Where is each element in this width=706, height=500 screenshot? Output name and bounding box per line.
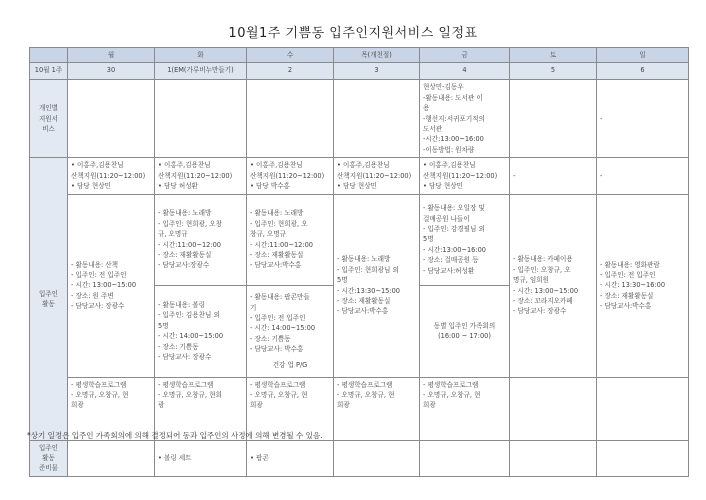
date-row [30,63,689,80]
date-tue: 1(EM(가루비누만들기) [155,63,247,80]
individual-sun: - [597,80,689,158]
support-wed: • 이홍주,김용찬님 산책지원(11:20~12:00) • 담당 박수홍 [247,158,334,194]
activity-sun: - 활동내용: 영화관람 - 입주인: 전 입주인 - 시간: 13:30~16:00 - 장소: 재활활동실 - 담당교사:박수홍 [597,194,689,377]
activity-fri-1: - 활동내용: 오일장 및 걸매공원 나들이 - 입주인: 강경필님 외 5명 - 시간:13:00~16:00 - 장소: 걸매공원 등 - 담당교사:허성환 [420,194,510,285]
page-title: 10월1주 기쁨동 입주인지원서비스 일정표 [228,26,478,41]
date-sun: 6 [597,63,689,80]
activity-mon: - 활동내용: 산책 - 입주인: 전 입주인 - 시간: 13:00~15:00 - 장소: 원 주변 - 담당교사: 장광수 [68,194,155,377]
support-mon: • 이홍주,김용찬님 산책지원(11:20~12:00) • 담당 현상민 [68,158,155,194]
day-mon: 월 [68,48,155,63]
activity-wed-1: - 활동내용: 노래방 - 입주인: 현희광, 오 창규, 오명규 - 시간:11:00~12:00 - 장소: 재활활동실 - 담당교사:박수홍 [247,194,334,285]
support-tue: • 이홍주,김용찬님 산책지원(11:20~12:00) • 담당 허성환 [155,158,247,194]
individual-wed [247,80,334,158]
row-label-individual: 개인별 지원서 비스 [30,80,68,158]
day-tue: 화 [155,48,247,63]
activity-fri-2: 동별 입주인 가족회의 (16:00 ~ 17:00) [420,285,510,377]
date-fri: 4 [420,63,510,80]
row-label-prep: 입주인 활동 준비물 [30,440,68,476]
activity-row-morning [30,194,689,285]
individual-sat [510,80,597,158]
individual-mon [68,80,155,158]
support-sat: - [510,158,597,194]
day-sat: 토 [510,48,597,63]
day-thu: 목(개천절) [334,48,420,63]
prep-tue: • 볼링 세트 [155,440,247,476]
lifelong-mon: - 평생학습프로그램 - 오명규, 오창규, 현 희광 [68,377,155,440]
date-sat: 5 [510,63,597,80]
activity-sat: - 활동내용: 카페이용 - 입주인: 오창규, 오 명규, 임희원 - 시간: 13:00~15:00 - 장소: 꼬라지오카페 - 담당교사: 장광수 [510,194,597,377]
lifelong-fri: - 평생학습프로그램 - 오명규, 오창규, 현 희광 [420,377,510,440]
day-wed: 수 [247,48,334,63]
prep-sun [597,440,689,476]
prep-sat [510,440,597,476]
individual-tue [155,80,247,158]
prep-thu [334,440,420,476]
prep-row [30,440,689,476]
individual-service-row [30,80,689,158]
activity-thu: - 활동내용: 노래방 - 입주인: 현희광님 외 5명 - 시간:13:30~15:00 - 장소: 재활활동실 - 담당교사:박수홍 [334,194,420,377]
activity-tue-1: - 활동내용: 노래방 - 입주인: 현희광, 오창 규, 오명규 - 시간:11:00~12:00 - 장소: 재활활동실 - 담당교사:장광수 [155,194,247,285]
walk-support-row [30,158,689,194]
day-fri: 금 [420,48,510,63]
footnote: *상기 일정은 입주인 가족회의에 의해 결정되어 동과 입주인의 사정에 의해 변경될 수 있음. [27,431,323,440]
lifelong-sun [597,377,689,440]
health-program-note: 건강 업 P/G [272,360,308,369]
activity-tue-2: - 활동내용: 볼링 - 입주인: 김용찬님 외 5명 - 시간: 14:00~15:00 - 장소: 기쁨동 - 담당교사: 장광수 [155,285,247,377]
date-wed: 2 [247,63,334,80]
corner-cell [30,48,68,63]
week-label: 10월 1주 [30,63,68,80]
support-sun: - [597,158,689,194]
day-header-row [30,48,689,63]
individual-fri: 현상민-김동우 -활동내용: 도서관 이 용 -행선지:서귀포기적의 도서관 -시간:13:00~16:00 -이동방법: 원차량 [420,80,510,158]
lifelong-tue: - 평생학습프로그램 - 오명규, 오창규, 현희 광 [155,377,247,440]
lifelong-wed: - 평생학습프로그램 - 오명규, 오창규, 현 희광 [247,377,334,440]
prep-mon [68,440,155,476]
support-fri: • 이홍주,김용찬님 산책지원(11:20~12:00) • 담당 현상민 [420,158,510,194]
schedule-table [29,47,689,477]
support-thu: • 이홍주,김용찬님 산책지원(11:20~12:00) • 담당 현상민 [334,158,420,194]
lifelong-sat [510,377,597,440]
prep-wed: • 팝콘 [247,440,334,476]
day-sun: 일 [597,48,689,63]
prep-fri [420,440,510,476]
individual-thu [334,80,420,158]
date-mon: 30 [68,63,155,80]
activity-wed-2: - 활동내용: 팝콘만들 기 - 입주인: 전 입주인 - 시간: 14:00~15:00 - 장소: 기쁨동 - 담당교사: 박수홍 건강 업 P/G [247,285,334,377]
lifelong-thu: - 평생학습프로그램 - 오명규, 오창규, 현 희광 [334,377,420,440]
date-thu: 3 [334,63,420,80]
row-label-resident: 입주인 활동 [30,158,68,440]
